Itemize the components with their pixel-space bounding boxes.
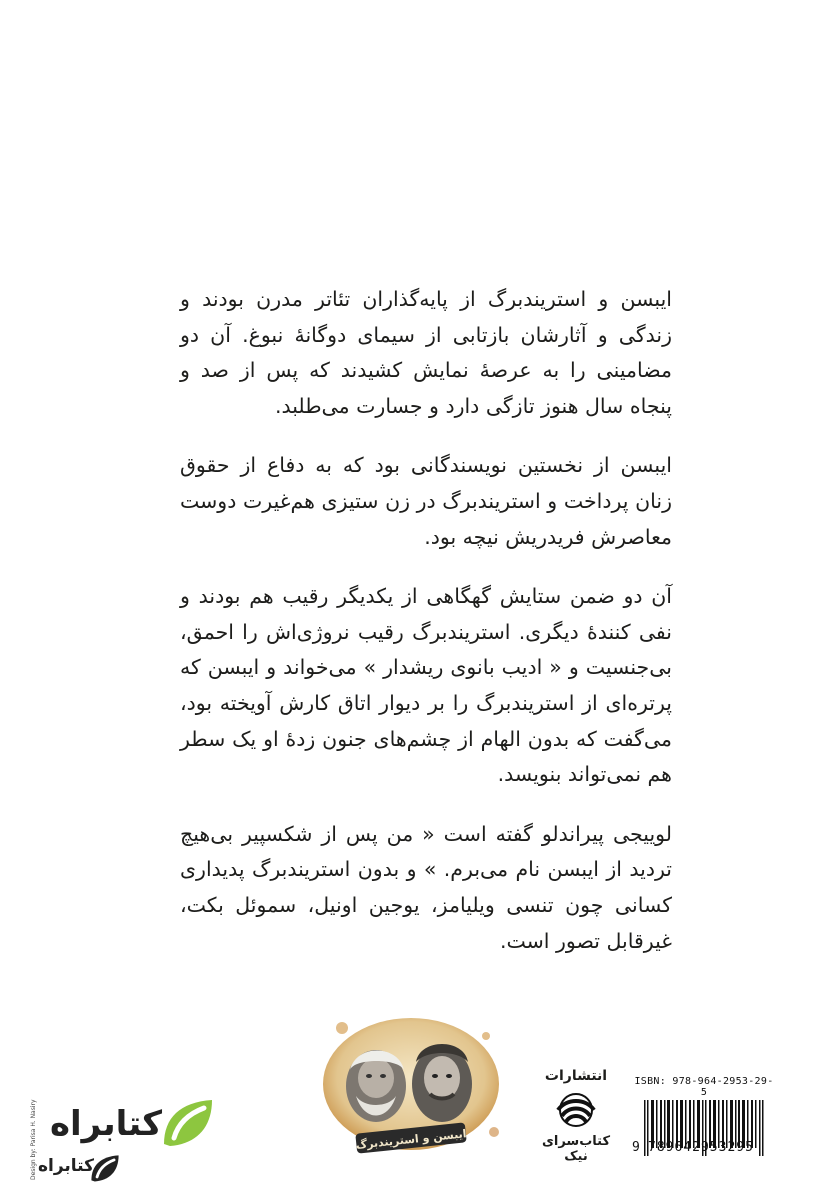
book-stack-icon (548, 1088, 604, 1128)
publisher-logo (528, 1068, 624, 1168)
publisher-top-label: انتشارات (544, 1068, 608, 1084)
logo-word-large: کتابراه (49, 1104, 162, 1144)
barcode-digits: 789642953295 (648, 1140, 754, 1155)
paragraph-1: ایبسن و استریندبرگ از پایه‌گذاران تئاتر مدرن بودند و زندگی و آثارشان بازتابی از سیمای دوگانهٔ نبوغ. آن دو مضامینی را به عرصهٔ نمایش کشیدند که پس از صد و پنجاه سال هنوز تازگی دارد و جسارت می‌طلبد. (180, 287, 672, 418)
publisher-name: کتاب‌سرای نیک (541, 1134, 611, 1164)
portrait-ibsen (346, 1050, 406, 1122)
medallion-caption: ایبسن و استریندبرگ (355, 1127, 468, 1152)
designer-credit: Design by: Parisa H. Nasiry (30, 1099, 37, 1180)
ketabrah-logo (37, 1090, 220, 1190)
leaf-book-icon (158, 1094, 218, 1154)
isbn-number: ISBN: 978-964-2953-29-5 (634, 1076, 774, 1098)
paragraph-3: آن دو ضمن ستایش گهگاهی از یکدیگر رقیب هم بودند و نفی کنندهٔ دیگری. استریندبرگ رقیب نروژی‌اش را احمق، بی‌جنسیت و « ادیب بانوی ریشدار » می‌خواند و ایبسن که پرتره‌ای از استریندبرگ را بر دیوار اتاق کارش آویخته بود، می‌گفت که بدون الهام از چشم‌های جنون زدهٔ او یک سطر هم نمی‌تواند بنویسد. (180, 584, 672, 787)
portrait-strindberg (412, 1044, 472, 1122)
paragraph-2: ایبسن از نخستین نویسندگانی بود که به دفاع از حقوق زنان پرداخت و استریندبرگ در زن ستیزی هم‌غیرت دوست معاصرش فریدریش نیچه بود. (180, 453, 672, 549)
logo-word-small: کتابراه (37, 1156, 94, 1176)
barcode-lead-digit: 9 (632, 1140, 641, 1155)
isbn-barcode (634, 1076, 774, 1164)
portrait-medallion (318, 1012, 504, 1162)
back-cover-text (180, 282, 672, 983)
paragraph-4: لوییجی پیراندلو گفته است « من پس از شکسپیر بی‌هیچ تردید از ایبسن نام می‌برم. » و بدون استریندبرگ پدیداری کسانی چون تنسی ویلیامز، یوجین اونیل، سموئل بکت، غیرقابل تصور است. (180, 821, 672, 953)
